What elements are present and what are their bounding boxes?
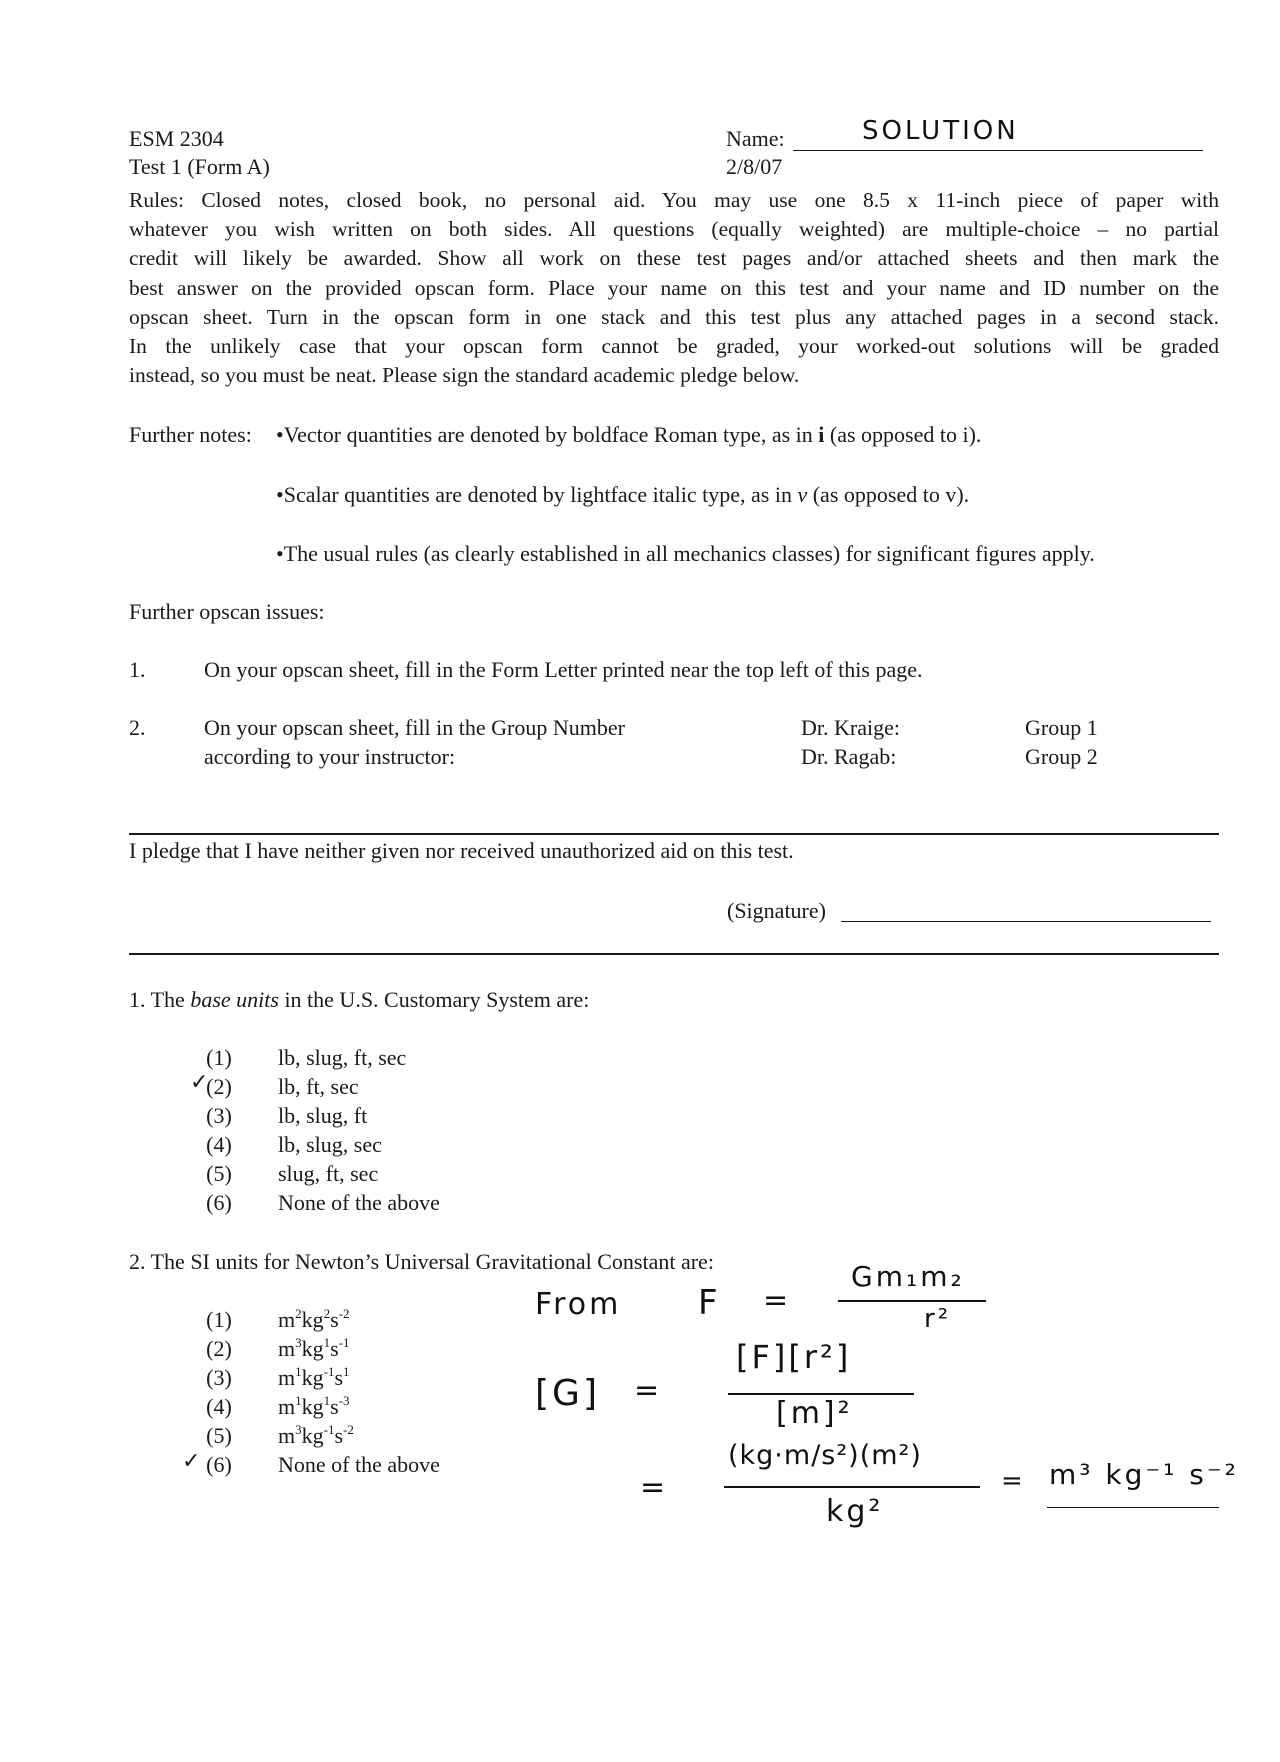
question-2: 2. The SI units for Newton’s Universal Gravitational Constant are: — [129, 1249, 714, 1274]
bullet: • — [276, 541, 284, 566]
work-num-2: [F][r²] — [736, 1338, 852, 1376]
work-num-3: (kg·m/s²)(m²) — [728, 1440, 922, 1471]
group-2: Group 2 — [1025, 744, 1098, 769]
work-F: F — [698, 1283, 721, 1323]
opscan-item-2-line1: On your opscan sheet, fill in the Group Number — [204, 715, 625, 740]
instructor-kraige: Dr. Kraige: — [801, 715, 900, 740]
q2-option-2: (2) $m^3kg^1s^{-1}$ — [206, 1335, 350, 1361]
opscan-label: Further opscan issues: — [129, 599, 325, 624]
q2-option-3: (3) $m^1kg^{-1}s^1$ — [206, 1364, 350, 1390]
question-1: 1. The base units in the U.S. Customary System are: — [129, 987, 590, 1012]
answer-checkmark-icon: ✓ — [182, 1449, 201, 1474]
opscan-item-1-num: 1. — [129, 657, 146, 682]
signature-label: (Signature) — [727, 898, 826, 923]
q1-option-4: (4) lb, slug, sec — [206, 1132, 382, 1157]
work-den-1: r² — [924, 1304, 952, 1334]
work-equals-1: = — [763, 1283, 792, 1318]
q2-option-5: (5) $m^3kg^{-1}s^{-2}$ — [206, 1422, 354, 1448]
name-value: SOLUTION — [862, 116, 1019, 146]
work-den-2: [m]² — [776, 1396, 853, 1431]
bullet: • — [276, 422, 284, 447]
q1-option-6: (6) None of the above — [206, 1190, 440, 1215]
work-equals-2: = — [634, 1373, 663, 1408]
work-result: m³ kg⁻¹ s⁻² — [1049, 1458, 1239, 1491]
opscan-item-2-line2: according to your instructor: — [204, 744, 456, 769]
rules-line: credit will likely be awarded. Show all work on these test pages and/or attached sheets and then mark the — [129, 246, 1219, 271]
q1-option-3: (3) lb, slug, ft — [206, 1103, 368, 1128]
group-1: Group 1 — [1025, 715, 1098, 740]
opscan-item-1-text: On your opscan sheet, fill in the Form Letter printed near the top left of this page. — [204, 657, 923, 682]
pledge-text: I pledge that I have neither given nor received unauthorized aid on this test. — [129, 838, 794, 863]
work-equals-4: = — [1001, 1466, 1026, 1496]
name-label: Name: — [726, 126, 785, 151]
rules-line: In the unlikely case that your opscan form cannot be graded, your worked-out solutions will be graded — [129, 334, 1219, 359]
instructor-ragab: Dr. Ragab: — [801, 744, 897, 769]
signature-line[interactable] — [841, 921, 1211, 922]
note-scalar: •Scalar quantities are denoted by lightface italic type, as in v (as opposed to v). — [276, 482, 970, 507]
rules-paragraph — [129, 186, 1219, 390]
course-code: ESM 2304 — [129, 126, 224, 151]
notes-label: Further notes: — [129, 422, 252, 447]
answer-checkmark-icon: ✓ — [190, 1070, 209, 1095]
rules-line: opscan sheet. Turn in the opscan form in one stack and this test plus any attached pages in a second stack. — [129, 304, 1219, 329]
opscan-item-2-num: 2. — [129, 715, 146, 740]
q2-option-4: (4) $m^1kg^1s^{-3}$ — [206, 1393, 350, 1419]
q1-option-2: (2) lb, ft, sec — [206, 1074, 359, 1099]
q1-option-5: (5) slug, ft, sec — [206, 1161, 379, 1186]
rules-line: instead, so you must be neat. Please sign the standard academic pledge below. — [129, 363, 800, 388]
rules-line: best answer on the provided opscan form. Place your name on this test and your name and ID number on the — [129, 275, 1219, 300]
work-equals-3: = — [640, 1470, 669, 1505]
pledge-top-rule — [129, 833, 1219, 835]
rules-line: whatever you wish written on both sides. All questions (equally weighted) are multiple-choice – no partial — [129, 217, 1219, 242]
bullet: • — [276, 482, 284, 507]
rules-line: Rules: Closed notes, closed book, no personal aid. You may use one 8.5 x 11-inch piece of paper with — [129, 188, 1219, 212]
fraction-bar-1 — [838, 1300, 986, 1302]
result-underline — [1047, 1507, 1219, 1508]
pledge-bottom-rule — [129, 953, 1219, 955]
note-sigfigs: •The usual rules (as clearly established in all mechanics classes) for significant figures apply. — [276, 541, 1095, 566]
fraction-bar-2 — [728, 1393, 914, 1395]
work-num-1: Gm₁m₂ — [851, 1260, 965, 1293]
fraction-bar-3 — [724, 1486, 980, 1488]
note-vector: •Vector quantities are denoted by boldface Roman type, as in i (as opposed to i). — [276, 422, 982, 447]
test-date: 2/8/07 — [726, 154, 783, 179]
test-form: Test 1 (Form A) — [129, 154, 270, 179]
work-G: [G] — [535, 1373, 600, 1414]
q1-option-1: (1) lb, slug, ft, sec — [206, 1045, 407, 1070]
name-underline — [793, 150, 1203, 151]
work-den-3: kg² — [826, 1494, 884, 1529]
q2-option-1: (1) $m^2kg^2s^{-2}$ — [206, 1306, 350, 1332]
q2-option-6: (6) None of the above — [206, 1452, 440, 1477]
work-from: From — [535, 1287, 622, 1322]
